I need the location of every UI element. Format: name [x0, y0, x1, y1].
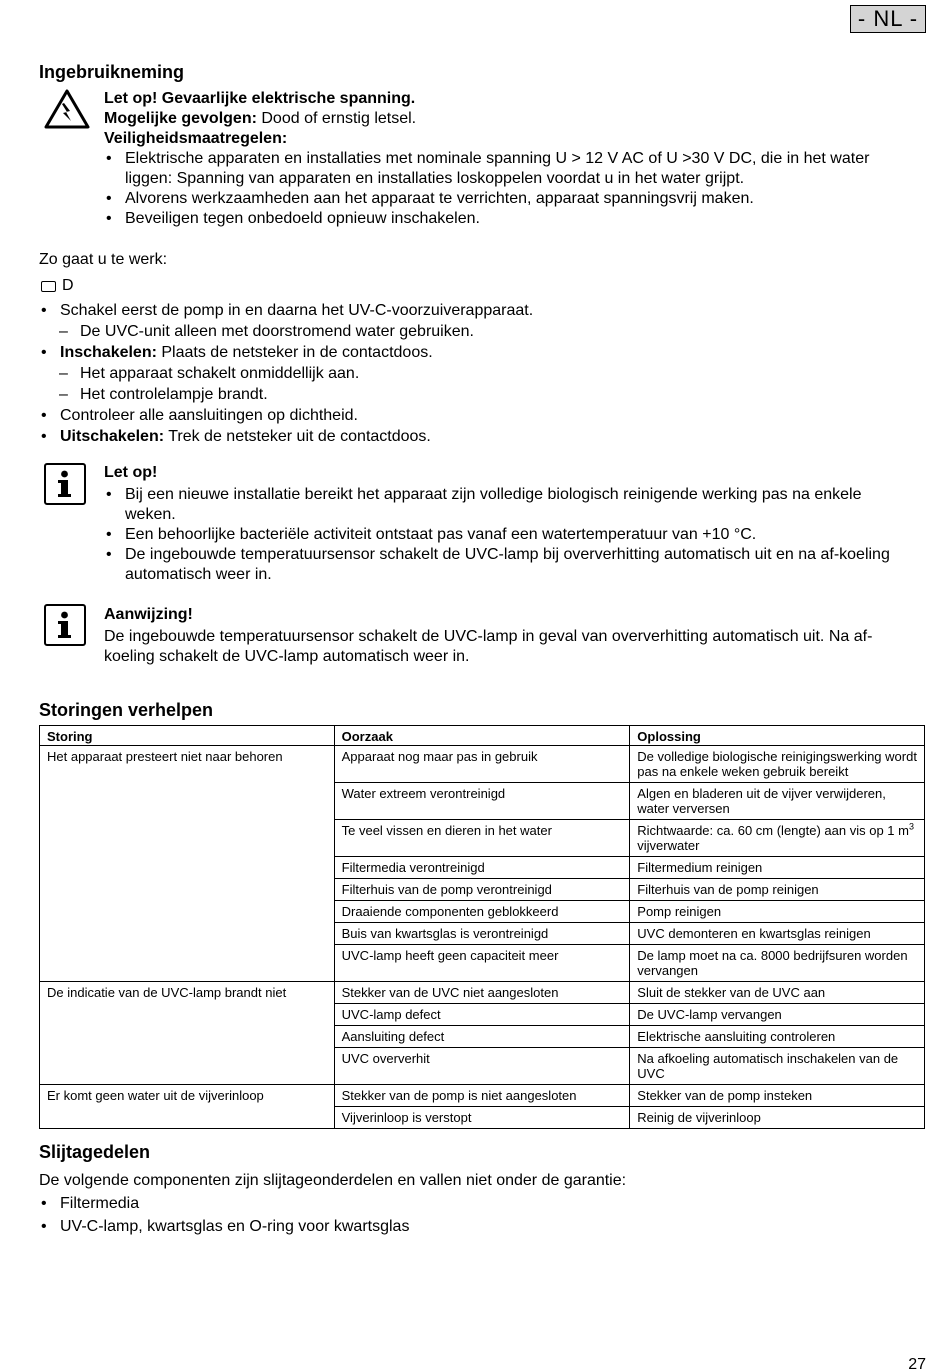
table-row — [40, 1048, 925, 1085]
storing-cell — [40, 1107, 335, 1129]
list-item: • UV-C-lamp, kwartsglas en O-ring voor kwartsglas — [39, 1215, 919, 1238]
list-item: • Beveiligen tegen onbedoeld opnieuw inschakelen. — [104, 209, 916, 229]
oorzaak-cell: Draaiende componenten geblokkeerd — [334, 901, 630, 923]
oplossing-cell: Na afkoeling automatisch inschakelen van de UVC — [630, 1048, 925, 1085]
storing-cell — [40, 879, 335, 901]
column-header: Storing — [40, 726, 335, 746]
oplossing-text: vijverwater — [637, 838, 700, 853]
oplossing-cell: Reinig de vijverinloop — [630, 1107, 925, 1129]
section-title-ingebruikneming: Ingebruikneming — [39, 62, 185, 82]
howto-label: Zo gaat u te werk: — [39, 251, 168, 268]
list-item: • Bij een nieuwe installatie bereikt het apparaat zijn volledige biologisch reinigende werking pas na enkele weken. — [104, 485, 916, 525]
oorzaak-cell: Filtermedia verontreinigd — [334, 857, 630, 879]
oorzaak-cell: Te veel vissen en dieren in het water — [334, 820, 630, 857]
oorzaak-cell: Stekker van de UVC niet aangesloten — [334, 982, 630, 1004]
info-icon — [44, 463, 86, 505]
storing-cell: Het apparaat presteert niet naar behoren — [40, 746, 335, 783]
column-header: Oplossing — [630, 726, 925, 746]
warning-consequence — [104, 109, 916, 129]
figure-reference-label: D — [62, 277, 74, 294]
section-title-storingen: Storingen verhelpen — [39, 700, 214, 720]
storing-cell — [40, 1026, 335, 1048]
hint-title: Aanwijzing! — [104, 606, 193, 623]
oplossing-cell: UVC demonteren en kwartsglas reinigen — [630, 923, 925, 945]
warning-headline: Let op! Gevaarlijke elektrische spanning. — [104, 90, 416, 107]
table-row — [40, 1085, 925, 1107]
table-row — [40, 1107, 925, 1129]
hint-block — [104, 605, 916, 667]
list-item: • Een behoorlijke bacteriële activiteit ontstaat pas vanaf een watertemperatuur van +10 °C. — [104, 525, 916, 545]
note-list — [104, 485, 916, 585]
storing-cell: Er komt geen water uit de vijverinloop — [40, 1085, 335, 1107]
storing-cell — [40, 857, 335, 879]
column-header: Oorzaak — [334, 726, 630, 746]
wear-parts-list — [39, 1192, 919, 1238]
measures-list — [104, 149, 916, 229]
table-row — [40, 820, 925, 857]
wear-parts-intro: De volgende componenten zijn slijtageonderdelen en vallen niet onder de garantie: — [39, 1172, 627, 1189]
oplossing-text: Richtwaarde: ca. 60 cm (lengte) aan vis op 1 m — [637, 823, 909, 838]
warning-block — [104, 89, 916, 229]
troubleshooting-table — [39, 725, 925, 1129]
sub-list — [39, 321, 919, 342]
oorzaak-cell: UVC-lamp heeft geen capaciteit meer — [334, 945, 630, 982]
list-item: – Het controlelampje brandt. — [39, 384, 919, 405]
storing-cell: De indicatie van de UVC-lamp brandt niet — [40, 982, 335, 1004]
oorzaak-cell: Water extreem verontreinigd — [334, 783, 630, 820]
oplossing-cell: Elektrische aansluiting controleren — [630, 1026, 925, 1048]
electric-hazard-warning-icon — [44, 88, 90, 130]
oorzaak-cell: Stekker van de pomp is niet aangesloten — [334, 1085, 630, 1107]
oplossing-cell: De volledige biologische reinigingswerking wordt pas na enkele weken gebruik bereikt — [630, 746, 925, 783]
table-row — [40, 1026, 925, 1048]
list-item: – De UVC-unit alleen met doorstromend water gebruiken. — [39, 321, 919, 342]
list-item: • Filtermedia — [39, 1192, 919, 1215]
section-title-slijtagedelen: Slijtagedelen — [39, 1142, 151, 1162]
oplossing-cell: Filtermedium reinigen — [630, 857, 925, 879]
table-row — [40, 982, 925, 1004]
language-tab: - NL - — [850, 5, 926, 33]
storing-cell — [40, 1048, 335, 1085]
table-row — [40, 923, 925, 945]
list-item — [39, 426, 919, 447]
oorzaak-cell: Vijverinloop is verstopt — [334, 1107, 630, 1129]
list-item — [39, 342, 919, 363]
storing-cell — [40, 901, 335, 923]
steps-list — [39, 405, 919, 447]
table-row — [40, 1004, 925, 1026]
oorzaak-cell: UVC oververhit — [334, 1048, 630, 1085]
oorzaak-cell: UVC-lamp defect — [334, 1004, 630, 1026]
hint-text: De ingebouwde temperatuursensor schakelt de UVC-lamp in geval van oververhitting automatisch uit. Na af-koeling schakelt de UVC-lamp automatisch weer in. — [104, 628, 873, 665]
table-header-row — [40, 726, 925, 746]
storing-cell — [40, 783, 335, 820]
table-row — [40, 857, 925, 879]
oorzaak-cell: Apparaat nog maar pas in gebruik — [334, 746, 630, 783]
info-icon-glyph — [46, 465, 83, 502]
steps-list — [39, 300, 919, 321]
step-text: Plaats de netsteker in de contactdoos. — [156, 344, 433, 361]
sub-list — [39, 363, 919, 405]
oplossing-cell: Pomp reinigen — [630, 901, 925, 923]
oorzaak-cell: Aansluiting defect — [334, 1026, 630, 1048]
table-row — [40, 879, 925, 901]
table-row — [40, 901, 925, 923]
steps-block — [39, 300, 919, 447]
oplossing-cell — [630, 820, 925, 857]
table-row — [40, 945, 925, 982]
list-item: • Controleer alle aansluitingen op dichtheid. — [39, 405, 919, 426]
page-number: 27 — [908, 1356, 926, 1372]
list-item: • Elektrische apparaten en installaties met nominale spanning U > 12 V AC of U >30 V DC, die in het water liggen: Spanning van apparaten en installaties loskoppelen voordat u in het water grijpt. — [104, 149, 916, 189]
list-item: – Het apparaat schakelt onmiddellijk aan. — [39, 363, 919, 384]
storing-cell — [40, 945, 335, 982]
step-label: Uitschakelen: — [60, 428, 165, 445]
step-text: Trek de netsteker uit de contactdoos. — [164, 428, 431, 445]
oplossing-cell: De lamp moet na ca. 8000 bedrijfsuren worden vervangen — [630, 945, 925, 982]
storing-cell — [40, 923, 335, 945]
oplossing-cell: Algen en bladeren uit de vijver verwijderen, water verversen — [630, 783, 925, 820]
note-block — [104, 463, 916, 585]
storing-cell — [40, 820, 335, 857]
consequence-text: Dood of ernstig letsel. — [256, 110, 417, 127]
storing-cell — [40, 1004, 335, 1026]
step-label: Inschakelen: — [60, 344, 157, 361]
table-row — [40, 746, 925, 783]
figure-reference — [41, 276, 74, 296]
oorzaak-cell: Filterhuis van de pomp verontreinigd — [334, 879, 630, 901]
oplossing-cell: Stekker van de pomp insteken — [630, 1085, 925, 1107]
info-icon-glyph — [46, 606, 83, 643]
note-title: Let op! — [104, 464, 158, 481]
table-row — [40, 783, 925, 820]
oorzaak-cell: Buis van kwartsglas is verontreinigd — [334, 923, 630, 945]
oplossing-cell: Sluit de stekker van de UVC aan — [630, 982, 925, 1004]
steps-list — [39, 342, 919, 363]
info-icon — [44, 604, 86, 646]
measures-label: Veiligheidsmaatregelen: — [104, 130, 288, 147]
consequence-label: Mogelijke gevolgen: — [104, 110, 257, 127]
oplossing-cell: De UVC-lamp vervangen — [630, 1004, 925, 1026]
oplossing-cell: Filterhuis van de pomp reinigen — [630, 879, 925, 901]
list-item: • Schakel eerst de pomp in en daarna het UV-C-voorzuiverapparaat. — [39, 300, 919, 321]
list-item: • Alvorens werkzaamheden aan het apparaat te verrichten, apparaat spanningsvrij maken. — [104, 189, 916, 209]
wear-parts-block — [39, 1169, 919, 1238]
superscript: 3 — [908, 821, 914, 832]
figure-reference-icon — [41, 281, 56, 292]
list-item: • De ingebouwde temperatuursensor schakelt de UVC-lamp bij oververhitting automatisch uit en na af-koeling automatisch weer in. — [104, 545, 916, 585]
